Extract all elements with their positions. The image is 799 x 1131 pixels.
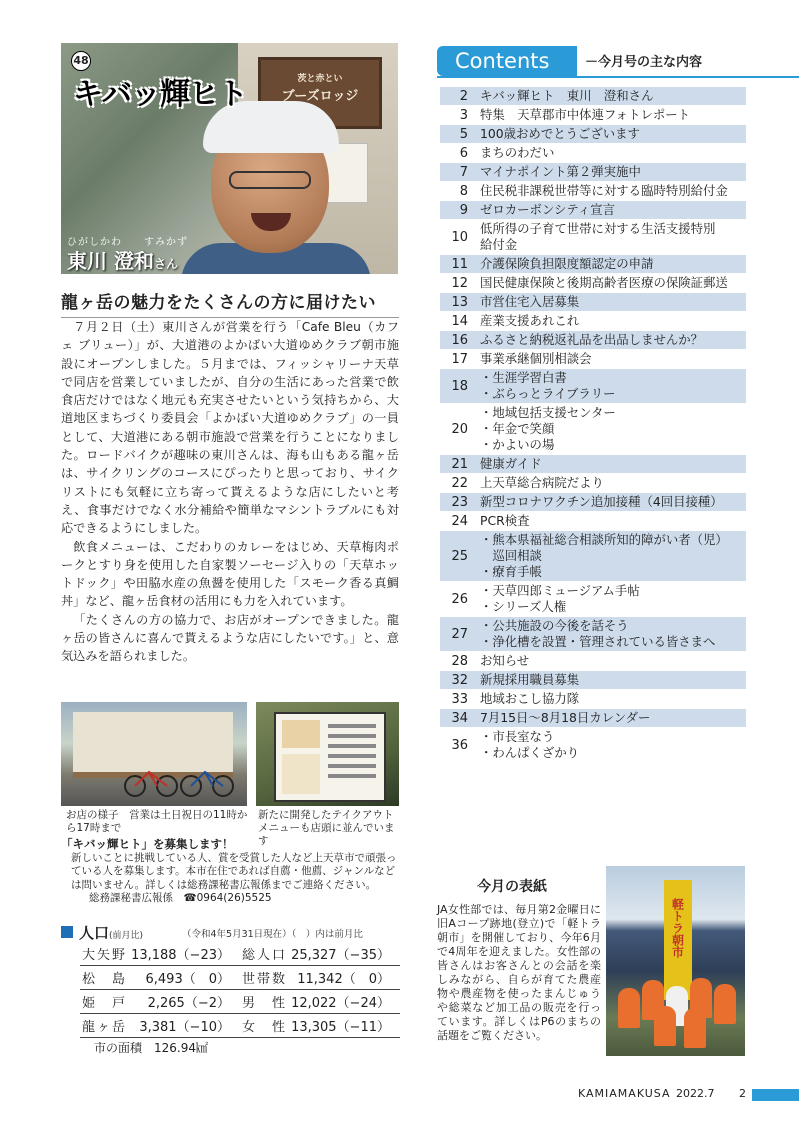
toc-items — [480, 220, 746, 254]
photo-caption: 新たに開発したテイクアウトメニューも店頭に並んでいます — [258, 809, 395, 847]
toc-page-number: 18 — [451, 378, 468, 394]
population-square-icon — [61, 926, 73, 938]
footer-date: 2022.7 — [676, 1087, 715, 1100]
toc-row — [440, 182, 746, 201]
table-row: 大矢野 13,188（−23） 総人口 25,327（−35） — [80, 942, 400, 966]
series-title: キバッ輝ヒト — [73, 77, 247, 112]
toc-row — [440, 144, 746, 163]
toc-item-label: 住民税非課税世帯等に対する臨時特別給付金 — [480, 183, 728, 198]
toc-page-number: 23 — [451, 494, 468, 510]
toc-page-number: 28 — [451, 653, 468, 669]
toc-item-label: ・地域包括支援センター — [480, 405, 616, 420]
toc-page-number: 24 — [451, 513, 468, 529]
toc-item-label: ・生涯学習白書 — [480, 370, 567, 385]
toc-page-number: 26 — [451, 591, 468, 607]
toc-row — [440, 201, 746, 220]
toc-page-number: 20 — [451, 421, 468, 437]
person-name: 東川 澄和さん — [67, 249, 178, 273]
article-headline: 龍ヶ岳の魅力をたくさんの方に届けたい — [61, 288, 399, 318]
toc-row — [440, 312, 746, 331]
article-paragraph: ７月２日（土）東川さんが営業を行う「Cafe Bleu（カフェ ブリュー）」が、大道港のよかばい大道ゆめクラブ朝市施設にオープンしました。５月までは、フィッシャリーナ天草で同店を営業していましたが、自分の生活にあった営業で飲食店だけではなく地元も充実させたいという気持ちから、大道地区まちづくり委員会「よかばい大道ゆめクラブ」の一員として、大道港にある朝市施設で営業を行うことになりました。ロードバイクが趣味の東川さんは、海も山もある龍ヶ岳は、サイクリングのコースにぴったりと思っており、サイクリストにも気軽に立ち寄って貰えるような店にしたいと考え、食事だけでなく水分補給や簡単なマシントラブルにも対応できるようにしました。 — [61, 320, 399, 536]
photo-caption: お店の様子 営業は土日祝日の11時から17時まで — [66, 809, 248, 834]
table-of-contents — [440, 87, 746, 763]
toc-item-label: ・シリーズ人権 — [480, 599, 567, 614]
toc-row — [440, 582, 746, 617]
toc-item-label: 国民健康保険と後期高齢者医療の保険証郵送 — [480, 275, 728, 290]
toc-item-label: 低所得の子育て世帯に対する生活支援特別 — [480, 221, 716, 236]
toc-item-label: 100歳おめでとうございます — [480, 126, 640, 141]
toc-item-label: まちのわだい — [480, 145, 555, 160]
toc-page-number: 7 — [459, 164, 468, 180]
toc-item-label: 特集 天草郡市中体連フォトレポート — [480, 107, 691, 122]
table-row: 龍ヶ岳 3,381（−10） 女 性 13,305（−11） — [80, 1014, 400, 1038]
article-paragraph: 飲食メニューは、こだわりのカレーをはじめ、天草梅肉ポークとすり身を使用した自家製ソーセージ入りの「天草ホットドック」や田脇水産の魚醤を使用した「スモーク香る真鯛丼」など、龍ヶ岳食材の活用にも力を入れています。 — [61, 539, 399, 609]
toc-item-label: ・浄化槽を設置・管理されている皆さまへ — [480, 634, 716, 649]
toc-items — [480, 125, 746, 143]
footer-brand: KAMIAMAKUSA — [578, 1087, 671, 1100]
table-row: 松 島 6,493（ 0） 世帯数 11,342（ 0） — [80, 966, 400, 990]
toc-items — [480, 671, 746, 689]
toc-page-number: 6 — [459, 145, 468, 161]
toc-page-number: 25 — [451, 548, 468, 564]
toc-item-label: 巡回相談 — [480, 548, 542, 563]
toc-page-number: 17 — [451, 351, 468, 367]
toc-items — [480, 293, 746, 311]
page-number: 2 — [739, 1087, 746, 1100]
toc-item-label: ゼロカーボンシティ宣言 — [480, 202, 615, 217]
toc-item-label: マイナポイント第２弾実施中 — [480, 164, 641, 179]
toc-items — [480, 182, 746, 200]
toc-item-label: ・かよいの場 — [480, 437, 555, 452]
recruit-title: 「キバッ輝ヒト」を募集します！ — [61, 837, 234, 851]
toc-row — [440, 125, 746, 144]
toc-row — [440, 531, 746, 582]
toc-item-label: 介護保険負担限度額認定の申請 — [480, 256, 654, 271]
toc-page-number: 34 — [451, 710, 468, 726]
toc-page-number: 32 — [451, 672, 468, 688]
toc-row — [440, 671, 746, 690]
toc-row — [440, 350, 746, 369]
city-area: 市の面積 126.94㎢ — [94, 1041, 208, 1055]
toc-items — [480, 512, 746, 530]
toc-page-number: 9 — [459, 202, 468, 218]
population-table — [80, 942, 400, 1038]
cafe-sign: 茨と赤とい ブーズロッジ — [258, 57, 382, 129]
recruit-contact: 総務課秘書広報係 ☎0964(26)5525 — [89, 892, 272, 904]
toc-items — [480, 144, 746, 162]
table-row: 姫 戸 2,265（−2） 男 性 12,022（−24） — [80, 990, 400, 1014]
toc-items — [480, 582, 746, 616]
toc-row — [440, 106, 746, 125]
toc-item-label: ・年金で笑顔 — [480, 421, 555, 436]
toc-item-label: 健康ガイド — [480, 456, 542, 471]
toc-item-label: 7月15日～8月18日カレンダー — [480, 710, 651, 725]
toc-items — [480, 163, 746, 181]
toc-page-number: 12 — [451, 275, 468, 291]
toc-row — [440, 709, 746, 728]
toc-row — [440, 652, 746, 671]
toc-items — [480, 274, 746, 292]
toc-page-number: 14 — [451, 313, 468, 329]
toc-items — [480, 87, 746, 105]
toc-items — [480, 331, 746, 349]
cover-photo: 軽トラ朝市 — [606, 866, 745, 1056]
toc-row — [440, 690, 746, 709]
toc-item-label: キバッ輝ヒト 東川 澄和さん — [480, 88, 654, 103]
toc-items — [480, 652, 746, 670]
toc-items — [480, 455, 746, 473]
toc-row — [440, 220, 746, 255]
toc-item-label: 産業支援あれこれ — [480, 313, 580, 328]
toc-items — [480, 493, 746, 511]
article-paragraph: 「たくさんの方の協力で、お店がオープンできました。龍ヶ岳の皆さんに喜んで貰えるような店にしたいです。」と、意気込みを語られました。 — [61, 612, 399, 664]
toc-page-number: 2 — [459, 88, 468, 104]
toc-page-number: 27 — [451, 626, 468, 642]
population-title: 人口(前月比) — [61, 922, 143, 943]
toc-page-number: 3 — [459, 107, 468, 123]
shop-photo — [61, 702, 247, 806]
toc-row — [440, 293, 746, 312]
toc-item-label: ・療育手帳 — [480, 564, 542, 579]
recruit-notice — [61, 838, 401, 906]
toc-page-number: 22 — [451, 475, 468, 491]
toc-page-number: 11 — [451, 256, 468, 272]
hero-photo — [61, 43, 398, 274]
recruit-text: 新しいことに挑戦している人、賞を受賞した人など上天草市で頑張っている人を募集します。本市在住であれば自薦・他薦、ジャンルなどは問いません。詳しくは総務課秘書広報係までご連絡ください。 — [71, 851, 397, 891]
toc-items — [480, 350, 746, 368]
toc-row — [440, 455, 746, 474]
toc-page-number: 13 — [451, 294, 468, 310]
name-ruby: ひがしかわ すみかず — [67, 237, 188, 248]
population-note: （令和4年5月31日現在）（ ）内は前月比 — [182, 929, 363, 940]
toc-items — [480, 474, 746, 492]
contents-subtitle: －今月号の主な内容 — [585, 55, 703, 70]
toc-items — [480, 404, 746, 454]
toc-page-number: 8 — [459, 183, 468, 199]
toc-page-number: 16 — [451, 332, 468, 348]
series-number: 48 — [71, 51, 91, 71]
footer-accent-bar — [752, 1089, 799, 1101]
toc-items — [480, 106, 746, 124]
toc-items — [480, 255, 746, 273]
toc-items — [480, 312, 746, 330]
toc-row — [440, 274, 746, 293]
toc-item-label: 新型コロナワクチン追加接種（4回目接種） — [480, 494, 723, 509]
toc-items — [480, 690, 746, 708]
toc-items — [480, 728, 746, 762]
menu-photo — [256, 702, 399, 806]
toc-row — [440, 369, 746, 404]
toc-item-label: ・熊本県福祉総合相談所知的障がい者（児） — [480, 532, 728, 547]
toc-row — [440, 493, 746, 512]
toc-row — [440, 331, 746, 350]
toc-item-label: 事業承継個別相談会 — [480, 351, 592, 366]
toc-row — [440, 163, 746, 182]
toc-item-label: ふるさと納税返礼品を出品しませんか？ — [480, 332, 704, 347]
toc-row — [440, 87, 746, 106]
toc-row — [440, 255, 746, 274]
toc-item-label: 地域おこし協力隊 — [480, 691, 580, 706]
toc-page-number: 36 — [451, 737, 468, 753]
cover-title: 今月の表紙 — [477, 879, 547, 895]
toc-item-label: ・公共施設の今後を話そう — [480, 618, 629, 633]
toc-item-label: お知らせ — [480, 653, 530, 668]
toc-items — [480, 709, 746, 727]
cover-description: JA女性部では、毎月第2金曜日に旧Aコープ跡地(登立)で「軽トラ朝市」を開催しており、今年6月で4周年を迎えました。女性部の皆さんはお客さんとの会話を楽しみながら、自らが育てた農産物や農産物を使ったまんじゅうや総菜など加工品の販売を行っています。詳しくはP6のまちの話題をご覧ください。 — [437, 903, 601, 1042]
toc-items — [480, 201, 746, 219]
toc-item-label: ・天草四郎ミュージアム手帖 — [480, 583, 640, 598]
contents-title: Contents — [437, 46, 577, 76]
toc-page-number: 33 — [451, 691, 468, 707]
toc-item-label: PCR検査 — [480, 513, 530, 528]
toc-item-label: ・ぶらっとライブラリー — [480, 386, 616, 401]
toc-row — [440, 474, 746, 493]
toc-page-number: 5 — [459, 126, 468, 142]
contents-header — [437, 46, 799, 78]
toc-items — [480, 617, 746, 651]
toc-row — [440, 404, 746, 455]
toc-item-label: ・わんぱくざかり — [480, 745, 580, 760]
toc-row — [440, 728, 746, 763]
toc-page-number: 10 — [451, 229, 468, 245]
toc-item-label: 市営住宅入居募集 — [480, 294, 580, 309]
toc-page-number: 21 — [451, 456, 468, 472]
toc-items — [480, 369, 746, 403]
toc-row — [440, 512, 746, 531]
toc-item-label: 新規採用職員募集 — [480, 672, 580, 687]
toc-item-label: ・市長室なう — [480, 729, 555, 744]
toc-row — [440, 617, 746, 652]
series-badge — [65, 45, 247, 115]
toc-item-label: 上天草総合病院だより — [480, 475, 604, 490]
article-body — [61, 318, 399, 666]
toc-items — [480, 531, 746, 581]
toc-item-label: 給付金 — [480, 237, 518, 252]
